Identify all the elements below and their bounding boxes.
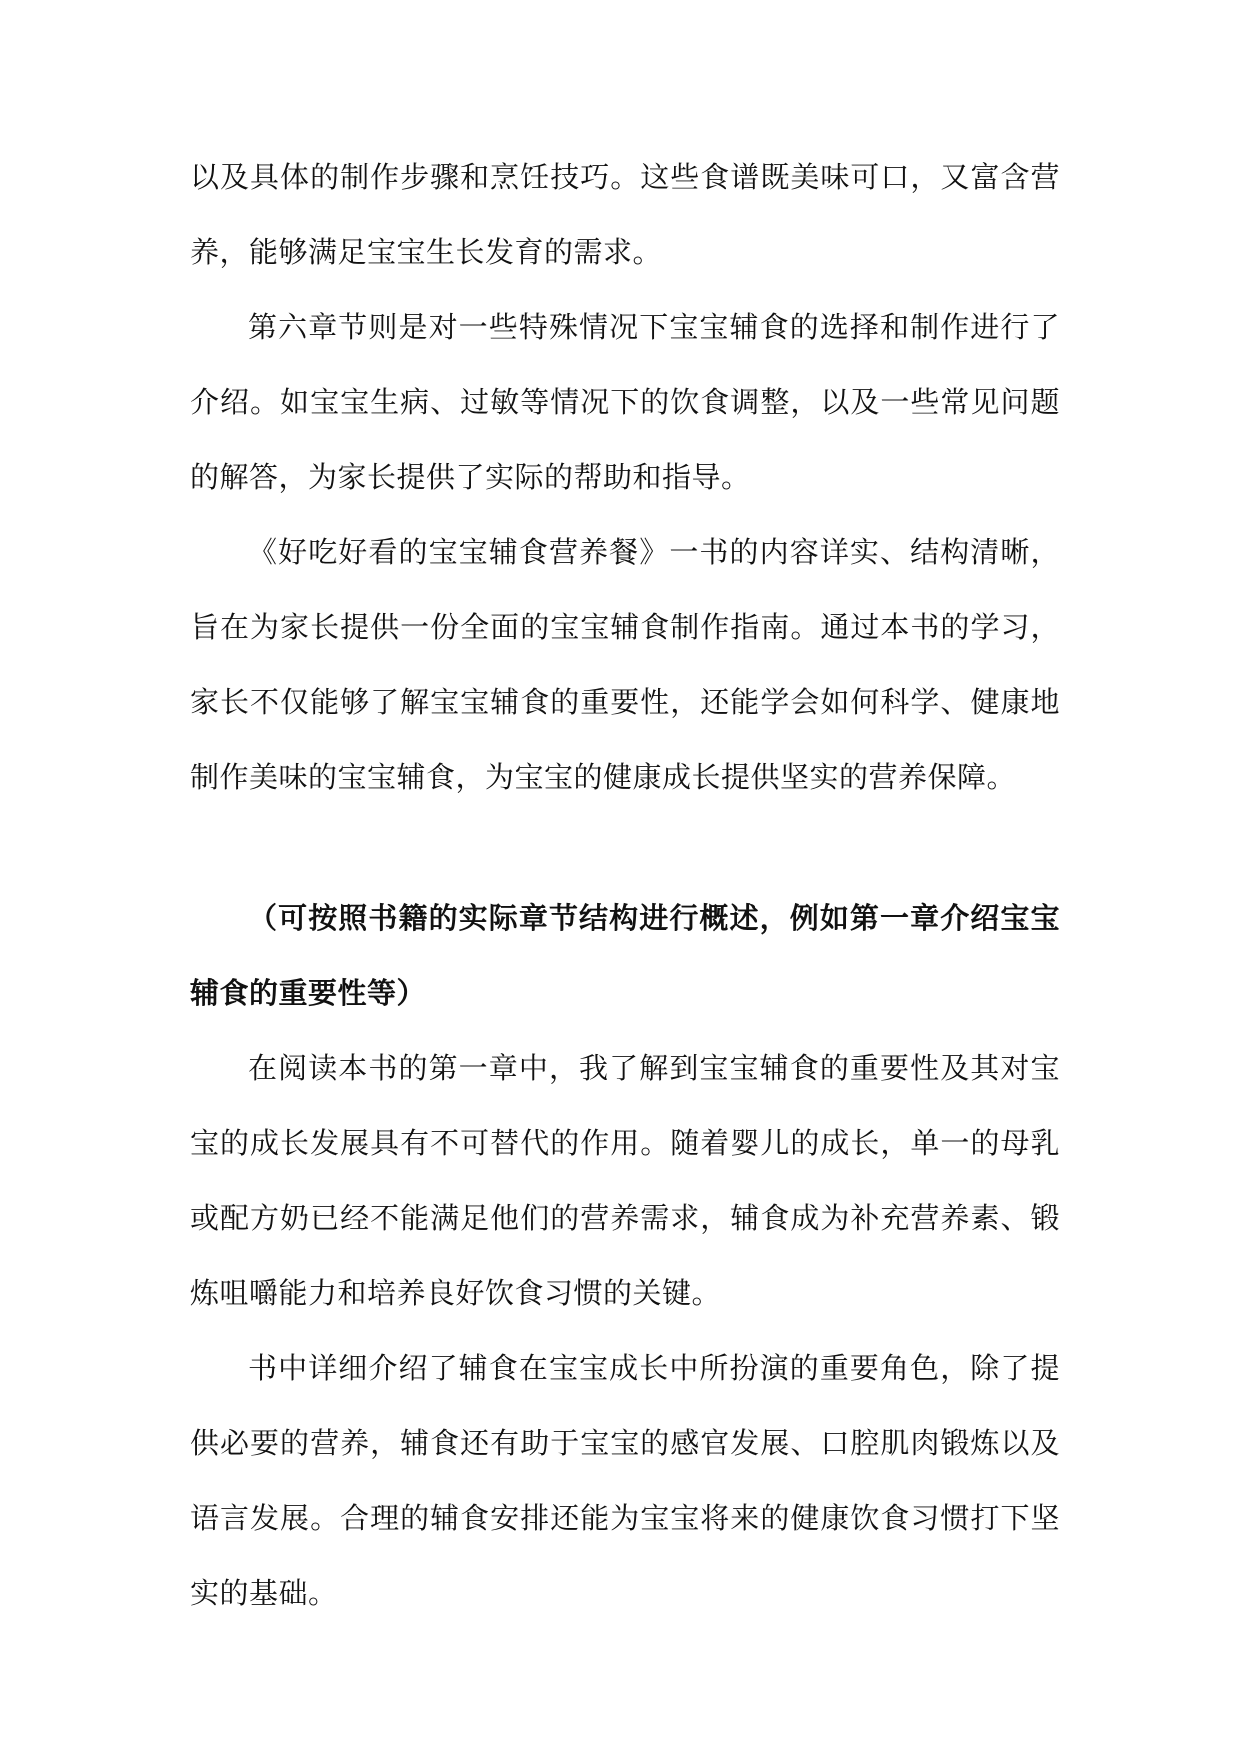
paragraph-chapter-six: 第六章节则是对一些特殊情况下宝宝辅食的选择和制作进行了介绍。如宝宝生病、过敏等情况下的饮食调整，以及一些常见问题的解答，为家长提供了实际的帮助和指导。 [190,310,1060,494]
paragraph-recipes-continued: 以及具体的制作步骤和烹饪技巧。这些食谱既美味可口，又富含营养，能够满足宝宝生长发育的需求。 [190,160,1060,269]
document-body [190,140,1060,1631]
paragraph-chapter-one: 在阅读本书的第一章中，我了解到宝宝辅食的重要性及其对宝宝的成长发展具有不可替代的作用。随着婴儿的成长，单一的母乳或配方奶已经不能满足他们的营养需求，辅食成为补充营养素、锻炼咀嚼能力和培养良好饮食习惯的关键。 [190,1051,1060,1310]
paragraph-complementary-food-role: 书中详细介绍了辅食在宝宝成长中所扮演的重要角色，除了提供必要的营养，辅食还有助于宝宝的感官发展、口腔肌肉锻炼以及语言发展。合理的辅食安排还能为宝宝将来的健康饮食习惯打下坚实的基础。 [190,1351,1060,1610]
paragraph-book-summary: 《好吃好看的宝宝辅食营养餐》一书的内容详实、结构清晰，旨在为家长提供一份全面的宝宝辅食制作指南。通过本书的学习，家长不仅能够了解宝宝辅食的重要性，还能学会如何科学、健康地制作美味的宝宝辅食，为宝宝的健康成长提供坚实的营养保障。 [190,535,1060,794]
section-heading-note: （可按照书籍的实际章节结构进行概述，例如第一章介绍宝宝辅食的重要性等） [190,901,1060,1010]
